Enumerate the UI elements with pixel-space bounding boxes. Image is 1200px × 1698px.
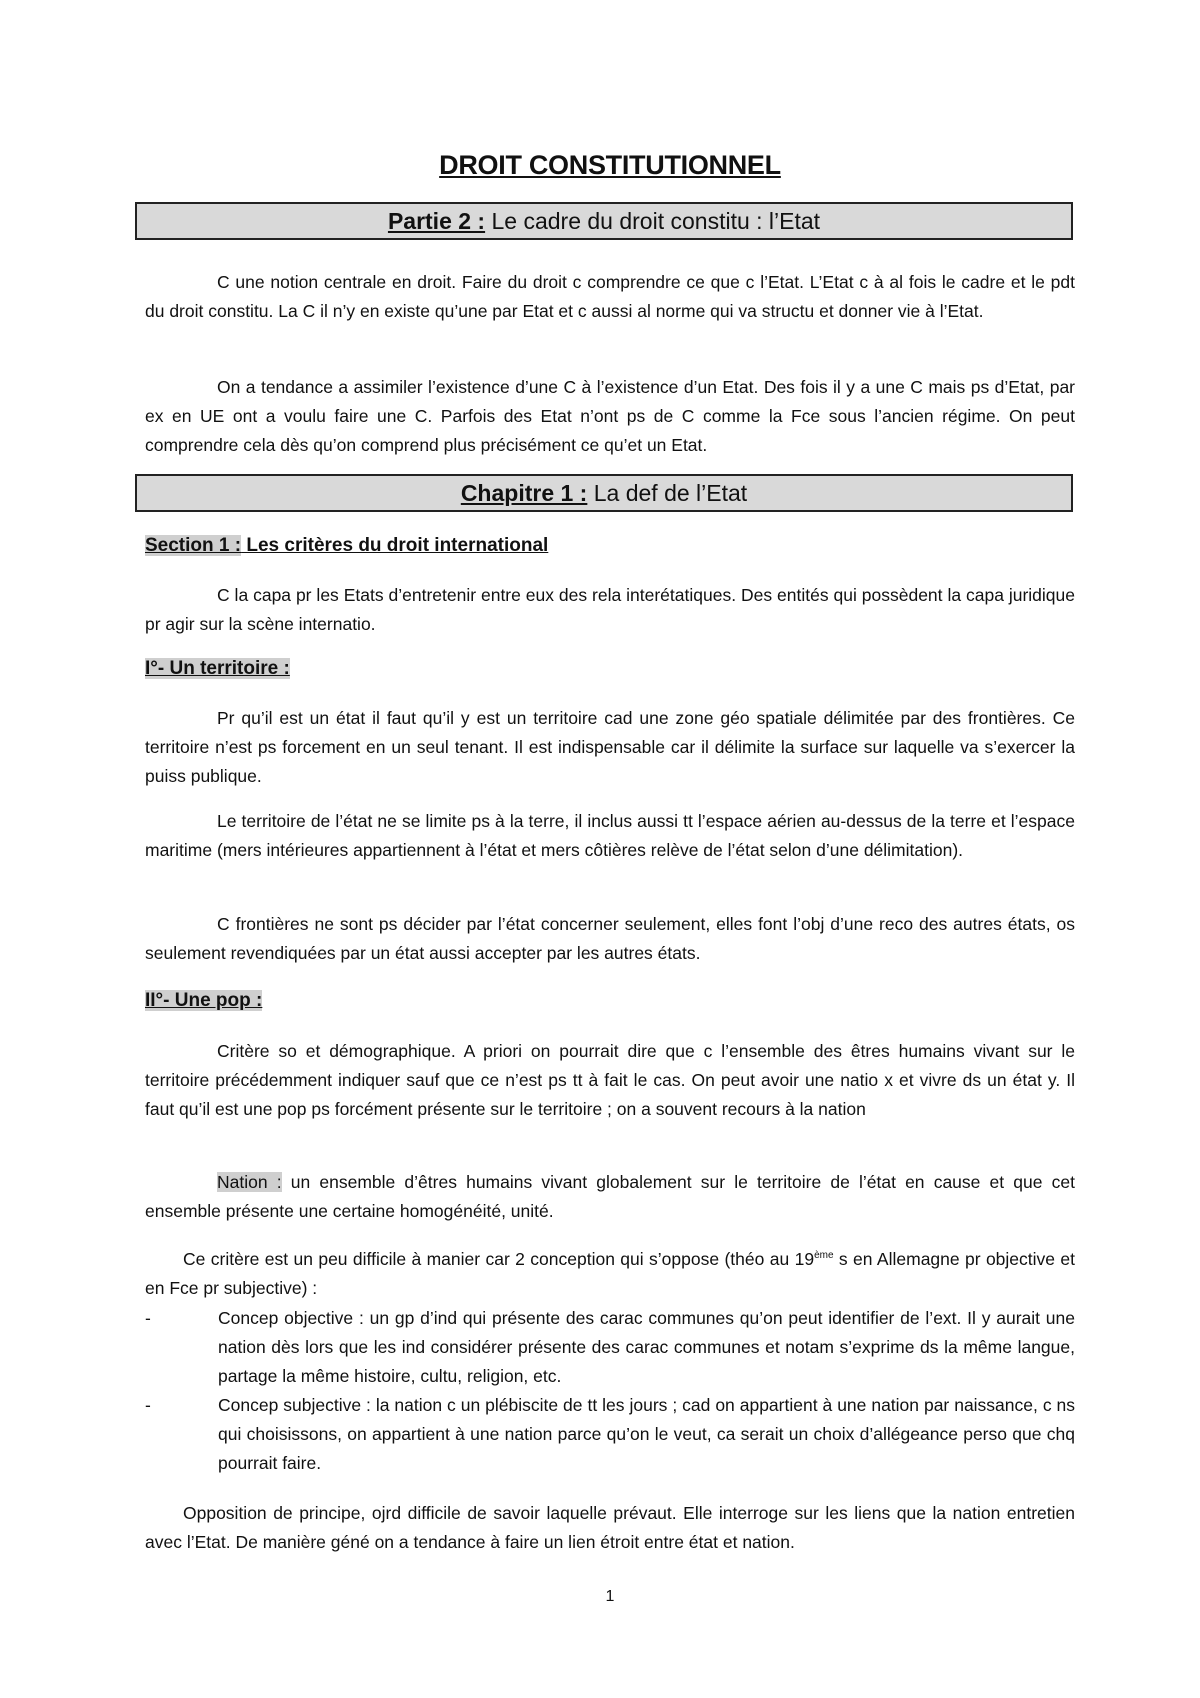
nation-label: Nation : [217,1172,282,1192]
chapitre-text: La def de l’Etat [587,480,748,506]
intro-paragraph-1: C une notion centrale en droit. Faire du droit c comprendre ce que c l’Etat. L’Etat c à al fois le cadre et le pdt du droit constitu. La C il n’y en existe qu’une par Etat et c aussi al norme qui va structu et donner vie à l’Etat. [145,272,1075,321]
critere-paragraph: Ce critère est un peu difficile à manier car 2 conception qui s’oppose (théo au 19ème s en Allemagne pr objective et en Fce pr subjective) : [145,1249,1075,1298]
section-label: Section 1 : [145,535,242,556]
list-item: - Concep subjective : la nation c un plébiscite de tt les jours ; cad on appartient à une nation par naissance, c ns qui choisissons, on appartient à une nation parce qu’on le veut, ca serait un choix d’allégeance perso que chq pourrait faire. [145,1395,1075,1473]
section-paragraph: C la capa pr les Etats d’entretenir entre eux des rela interétatiques. Des entités qui possèdent la capa juridique pr agir sur la scène internatio. [145,585,1075,634]
section-heading [145,535,548,557]
opposition-paragraph: Opposition de principe, ojrd difficile de savoir laquelle prévaut. Elle interroge sur les liens que la nation entretien avec l’Etat. De manière géné on a tendance à faire un lien étroit entre état et nation. [145,1503,1075,1552]
chapitre-label: Chapitre 1 : [460,480,588,506]
section-text: Les critères du droit international [241,535,549,556]
territoire-paragraph-2: Le territoire de l’état ne se limite ps à la terre, il inclus aussi tt l’espace aérien au-dessus de la terre et l’espace maritime (mers intérieures appartiennent à l’état et mers côtières relève de l’état selon d’une délimitation). [145,811,1075,860]
territoire-paragraph-3: C frontières ne sont ps décider par l’état concerner seulement, elles font l’obj d’une reco des autres états, os seulement revendiquées par un état aussi accepter par les autres états. [145,914,1075,963]
nation-text: un ensemble d’êtres humains vivant globalement sur le territoire de l’état en cause et que cet ensemble présente une certaine homogénéité, unité. [145,1172,1075,1221]
pop-heading: II°- Une pop : [145,990,263,1011]
page-number: 1 [605,1588,615,1605]
nation-definition [145,1168,1075,1226]
territoire-paragraph-1: Pr qu’il est un état il faut qu’il y est un territoire cad une zone géo spatiale délimitée par des frontières. Ce territoire n’est ps forcement en un seul tenant. Il est indispensable car il délimite la surface sur laquelle va s’exercer la puiss publique. [145,708,1075,786]
partie-label: Partie 2 : [387,208,486,234]
pop-paragraph: Critère so et démographique. A priori on pourrait dire que c l’ensemble des êtres humains vivant sur le territoire précédemment indiquer sauf que ce n’est ps tt à fait le cas. On peut avoir une natio x et vivre ds un état y. Il faut qu’il est une pop ps forcément présente sur le territoire ; on a souvent recours à la nation [145,1041,1075,1119]
superscript: ème [814,1250,834,1262]
list-item: - Concep objective : un gp d’ind qui présente des carac communes qu’on peut identifier de l’ext. Il y aurait une nation dès lors que les ind considérer présente des carac communes et notam s’exprime ds la même langue, partage la même histoire, cultu, religion, etc. [145,1308,1075,1386]
chapitre-heading-box [135,474,1073,512]
document-title: DROIT CONSTITUTIONNEL [439,150,781,180]
partie-text: Le cadre du droit constitu : l’Etat [485,208,821,234]
partie-heading-box [135,202,1073,240]
territoire-heading: I°- Un territoire : [145,658,290,679]
intro-paragraph-2: On a tendance a assimiler l’existence d’une C à l’existence d’un Etat. Des fois il y a une C mais ps d’Etat, par ex en UE ont a voulu faire une C. Parfois des Etat n’ont ps de C comme la Fce sous l’ancien régime. On peut comprendre cela dès qu’on comprend plus précisément ce qu’et un Etat. [145,377,1075,455]
conception-list [145,1304,1075,1478]
